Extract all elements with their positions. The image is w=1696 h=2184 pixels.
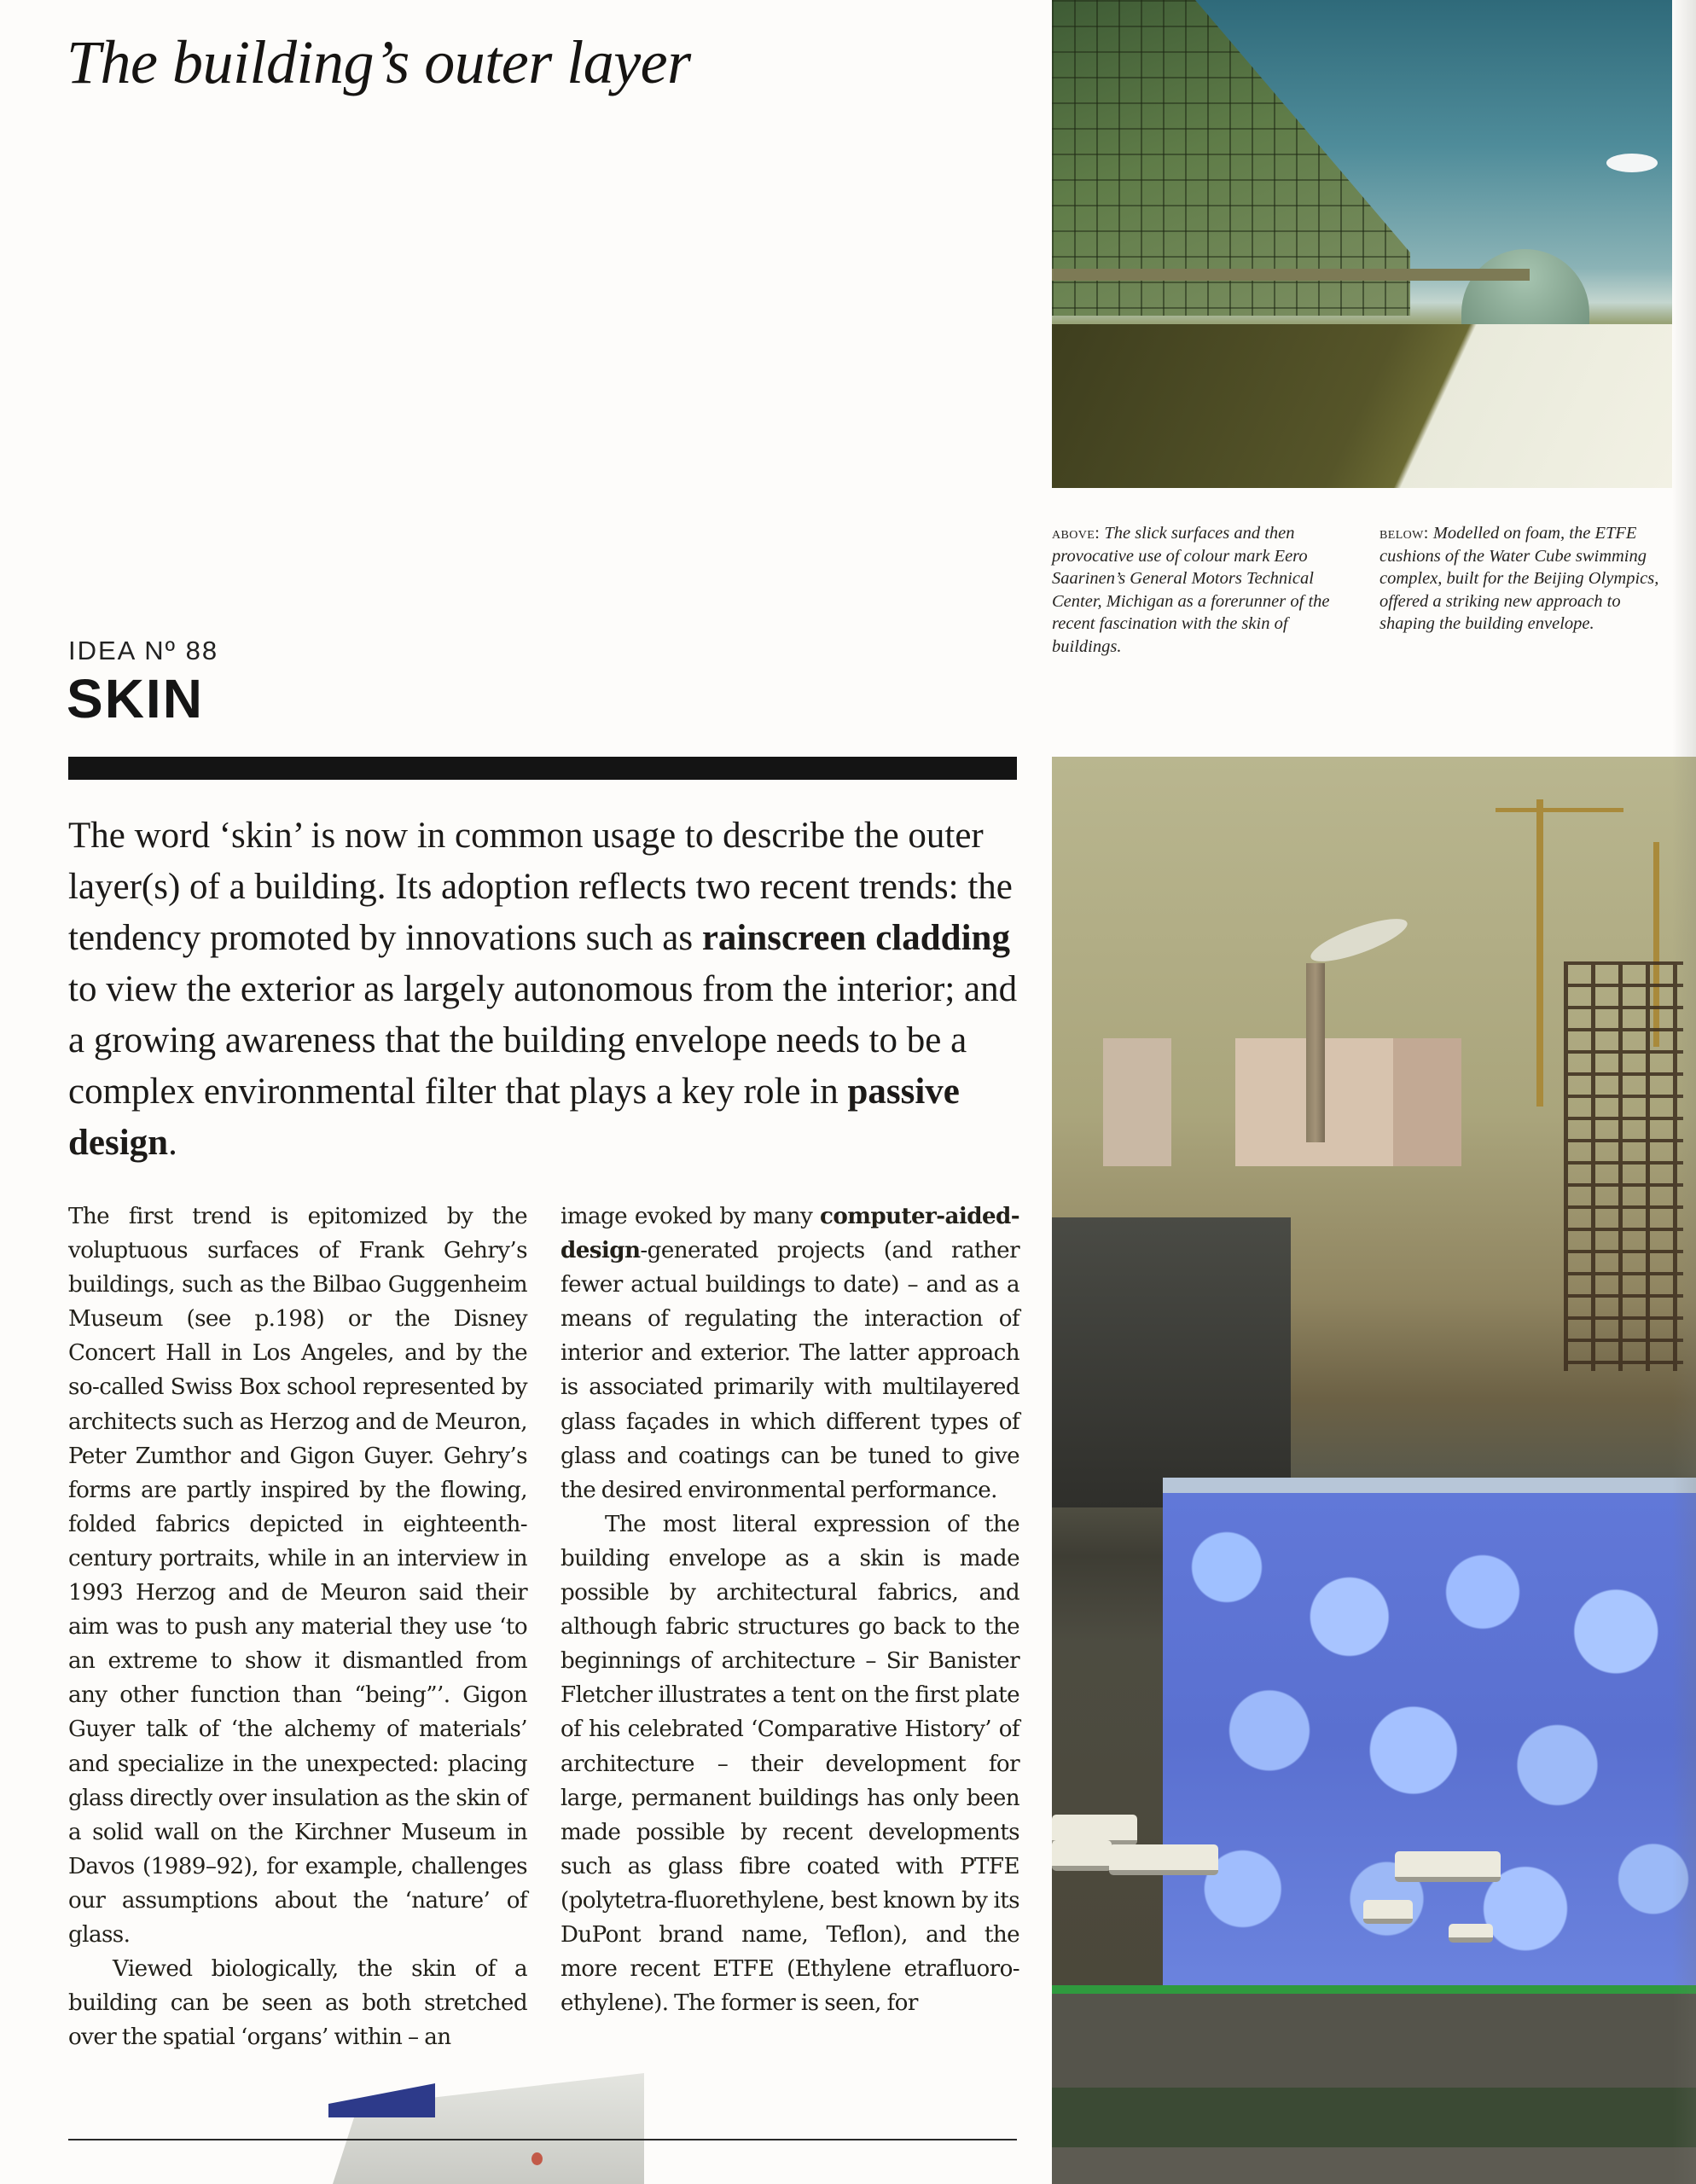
- dark-building-shape: [1052, 1217, 1291, 1507]
- water-cube-facade: [1163, 1478, 1696, 1988]
- body-text: -generated projects (and rather fewer actual buildings to date) – and as a means of regulating the interaction of interior and exterior. The latter approach is associated primarily with multilayered glass façades in which different types of glass and coatings can be tuned to give the desired environmental performance.: [560, 1238, 1019, 1503]
- caption-text: Modelled on foam, the ETFE cushions of the Water Cube swimming complex, built for the Beijing Olympics, offered a striking new approach to shaping the building envelope.: [1379, 524, 1659, 633]
- caption-text: The slick surfaces and then provocative use of colour mark Eero Saarinen’s General Motors Technical Center, Michigan as a forerunner of the recent fascination with the skin of buildings.: [1052, 524, 1330, 656]
- section-title: The building’s outer layer: [67, 28, 691, 96]
- bus-shape: [1052, 1840, 1112, 1871]
- body-column-2: [560, 1199, 1019, 2020]
- tent-shape: [333, 2073, 644, 2184]
- lede-paragraph: [68, 810, 1032, 1169]
- van-shape: [1363, 1900, 1413, 1924]
- keyword-computer-aided-design: computer-aided-design: [560, 1203, 1019, 1264]
- body-paragraph: The most literal expression of the building envelope as a skin is made possible by architectural fabrics, and although fabric structures go back to the beginnings of architecture – Sir Banister Fletcher illustrates a tent on the first plate of his celebrated ‘Comparative History’ of architecture – their development for large, permanent buildings has only been made possible by recent developments such as glass fibre coated with PTFE (polytetra-fluorethylene, best known by its DuPont brand name, Teflon), and the more recent ETFE (Ethylene etrafluoro-ethylene). The former is seen, for: [560, 1511, 1019, 2017]
- page-gutter-shade: [1672, 0, 1696, 2184]
- caption-label: below:: [1379, 524, 1429, 543]
- plaza-shape: [1052, 324, 1672, 488]
- photo-water-cube: [1052, 757, 1696, 2184]
- caption-below: [1379, 522, 1661, 636]
- idea-number: IDEA Nº 88: [68, 636, 219, 665]
- lede-text: to view the exterior as largely autonomous from the interior; and a growing awareness that the building envelope needs to be a complex environmental filter that plays a key role in: [68, 969, 1018, 1112]
- footer-rule: [68, 2139, 1017, 2140]
- body-paragraph: Viewed biologically, the skin of a building can be seen as both stretched over the spatial ‘organs’ within – an: [68, 1956, 527, 2051]
- crane-jib-shape: [1496, 808, 1623, 812]
- car-shape: [1449, 1924, 1493, 1943]
- crane-shape: [1536, 799, 1543, 1107]
- canopy-shape: [1052, 269, 1530, 281]
- chimney-shape: [1306, 963, 1325, 1142]
- tent-front-shape: [328, 2083, 435, 2117]
- body-paragraph: [560, 1199, 1019, 1507]
- road-shape: [1052, 1985, 1696, 2184]
- body-paragraph: The first trend is epitomized by the voluptuous surfaces of Frank Gehry’s buildings, such as the Bilbao Guggenheim Museum (see p.198) or the Disney Concert Hall in Los Angeles, and by the so-called Swiss Box school represented by architects such as Herzog and de Meuron, Peter Zumthor and Gigon Guyer. Gehry’s forms are partly inspired by the flowing, folded fabrics depicted in eighteenth-century portraits, while in an interview in 1993 Herzog and de Meuron said their aim was to push any material they use ‘to an extreme to show it dismantled from any other function than “being”’. Gigon Guyer talk of ‘the alchemy of materials’ and specialize in the unexpected: placing glass directly over insulation as the skin of a solid wall on the Kirchner Museum in Davos (1989–92), for example, challenges our assumptions about the ‘nature’ of glass.: [68, 1204, 527, 1948]
- keyword-rainscreen-cladding: rainscreen cladding: [701, 918, 1010, 958]
- lede-text: .: [168, 1123, 177, 1163]
- smoke-shape: [1306, 910, 1411, 969]
- photo-gm-technical-center: [1052, 0, 1672, 488]
- heading-rule: [68, 757, 1017, 780]
- page-marker-dot: [531, 2152, 543, 2165]
- caption-above: [1052, 522, 1333, 658]
- bus-shape: [1395, 1851, 1501, 1882]
- body-text: image evoked by many: [560, 1204, 821, 1229]
- scaffold-shape: [1564, 961, 1683, 1371]
- bus-shape: [1109, 1844, 1218, 1875]
- caption-label: above:: [1052, 524, 1101, 543]
- body-column-1: [68, 1199, 527, 2054]
- cloud-shape: [1606, 154, 1658, 172]
- idea-title: SKIN: [67, 668, 204, 729]
- lede-text: The word ‘skin’ is now in common usage to describe the outer layer(s) of a building. Its adoption reflects two recent trends: the tendency promoted by innovations such as: [68, 816, 1013, 958]
- keyword-passive-design: passive design: [68, 1072, 960, 1163]
